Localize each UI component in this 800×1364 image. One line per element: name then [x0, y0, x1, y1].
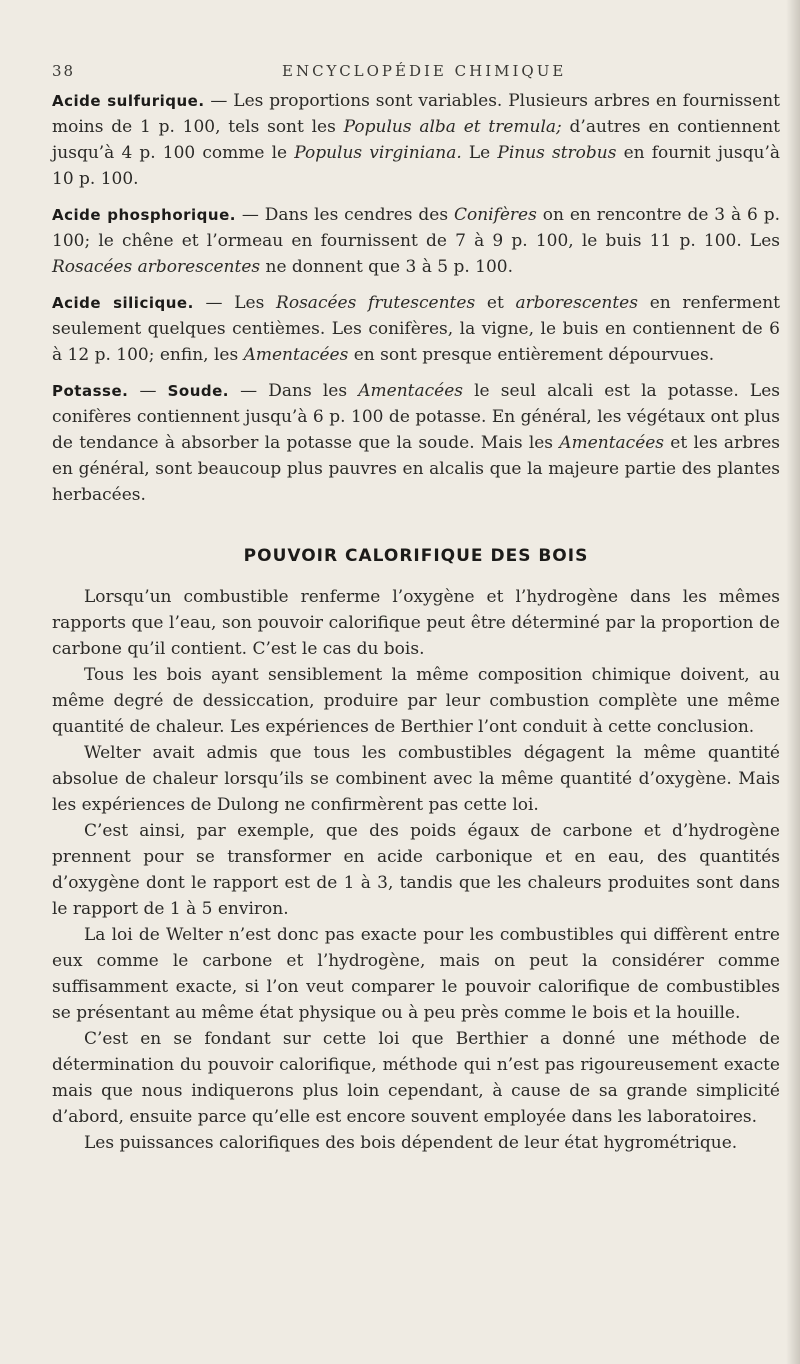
- body-paragraph: C’est en se fondant sur cette loi que Berthier a donné une méthode de détermination du pouvoir calorifique, méthode qui n’est pas rigoureusement exacte mais que nous indiquerons plus loin cependant, à cause de sa grande simplicité d’abord, ensuite parce qu’elle est encore souvent employée dans les laboratoires.: [52, 1029, 780, 1127]
- section-text: en fournit jusqu’à 10 p. 100.: [52, 143, 781, 189]
- section-acide-silicique: [52, 290, 780, 368]
- section-text: et les arbres en général, sont beaucoup plus pauvres en alcalis que la majeure partie des plantes herbacées.: [52, 433, 780, 505]
- section-acide-sulfurique: [52, 88, 780, 192]
- taxon-name: Pinus strobus: [497, 143, 617, 163]
- taxon-name: arborescentes: [515, 293, 638, 313]
- section-lead: Acide sulfurique.: [52, 92, 205, 110]
- section-text: Le: [461, 143, 498, 163]
- section-text: le seul alcali est la potasse. Les conifères contiennent jusqu’à 6 p. 100 de potasse. En général, les végétaux ont plus de tendance à absorber la potasse que la soude. Mais les: [52, 381, 780, 453]
- section-text: — Dans les cendres des: [235, 205, 454, 225]
- document-page: [52, 58, 780, 1156]
- section-text: —: [128, 381, 168, 401]
- body-paragraph: C’est ainsi, par exemple, que des poids égaux de carbone et d’hydrogène prennent pour se transformer en acide carbonique et en eau, des quantités d’oxygène dont le rapport est de 1 à 3, tandis que les chaleurs produites sont dans le rapport de 1 à 5 environ.: [52, 821, 780, 919]
- section-acide-phosphorique: [52, 202, 780, 280]
- page-number: 38: [52, 62, 76, 80]
- section-potasse-soude: [52, 378, 780, 508]
- body-paragraph: Lorsqu’un combustible renferme l’oxygène et l’hydrogène dans les mêmes rapports que l’eau, son pouvoir calorifique peut être déterminé par la proportion de carbone qu’il contient. C’est le cas du bois.: [52, 587, 780, 659]
- section-lead: Acide silicique.: [52, 294, 194, 312]
- body-paragraph: Les puissances calorifiques des bois dépendent de leur état hygrométrique.: [84, 1133, 738, 1153]
- section-text: — Les proportions sont variables. Plusieurs arbres en fournissent moins de 1 p. 100, tels sont les: [52, 91, 780, 137]
- section-text: — Les: [193, 293, 277, 313]
- section-heading: POUVOIR CALORIFIQUE DES BOIS: [243, 546, 589, 566]
- section-text: et: [475, 293, 516, 313]
- page-edge-shadow: [786, 0, 800, 1364]
- running-title: ENCYCLOPÉDIE CHIMIQUE: [282, 62, 567, 80]
- section-text: ne donnent que 3 à 5 p. 100.: [260, 257, 514, 277]
- section-text: en renferment seulement quelques centièmes. Les conifères, la vigne, le buis en contiennent de 6 à 12 p. 100; enfin, les: [52, 293, 781, 365]
- section-text: en sont presque entièrement dépourvues.: [348, 345, 715, 365]
- taxon-name: Amentacées: [559, 433, 665, 453]
- taxon-name: Rosacées frutescentes: [276, 293, 476, 313]
- body-paragraph: Tous les bois ayant sensiblement la même composition chimique doivent, au même degré de dessiccation, produire par leur combustion complète une même quantité de chaleur. Les expériences de Berthier l’ont conduit à cette conclusion.: [52, 665, 780, 737]
- section-lead: Potasse.: [52, 382, 129, 400]
- running-header: [52, 58, 780, 88]
- taxon-name: Rosacées arborescentes: [52, 257, 261, 277]
- taxon-name: Amentacées: [243, 345, 349, 365]
- section-text: on en rencontre de 3 à 6 p. 100; le chêne et l’ormeau en fournissent de 7 à 9 p. 100, le buis 11 p. 100. Les: [52, 205, 781, 251]
- taxon-name: Populus alba et tremula;: [343, 117, 562, 137]
- section-text: — Dans les: [229, 381, 359, 401]
- section-lead: Soude.: [167, 382, 230, 400]
- taxon-name: Conifères: [453, 205, 537, 225]
- section-text: d’autres en contiennent jusqu’à 4 p. 100 comme le: [52, 117, 780, 163]
- taxon-name: Amentacées: [358, 381, 463, 401]
- body-paragraph: Welter avait admis que tous les combustibles dégagent la même quantité absolue de chaleur lorsqu’ils se combinent avec la même quantité d’oxygène. Mais les expériences de Dulong ne confirmèrent pas cette loi.: [52, 743, 780, 815]
- body-paragraph: La loi de Welter n’est donc pas exacte pour les combustibles qui diffèrent entre eux comme le carbone et l’hydrogène, mais on peut la considérer comme suffisamment exacte, si l’on veut comparer le pouvoir calorifique de combustibles se présentant au même état physique ou à peu près comme le bois et la houille.: [52, 925, 780, 1023]
- taxon-name: Populus virginiana.: [294, 143, 462, 163]
- section-lead: Acide phosphorique.: [52, 206, 236, 224]
